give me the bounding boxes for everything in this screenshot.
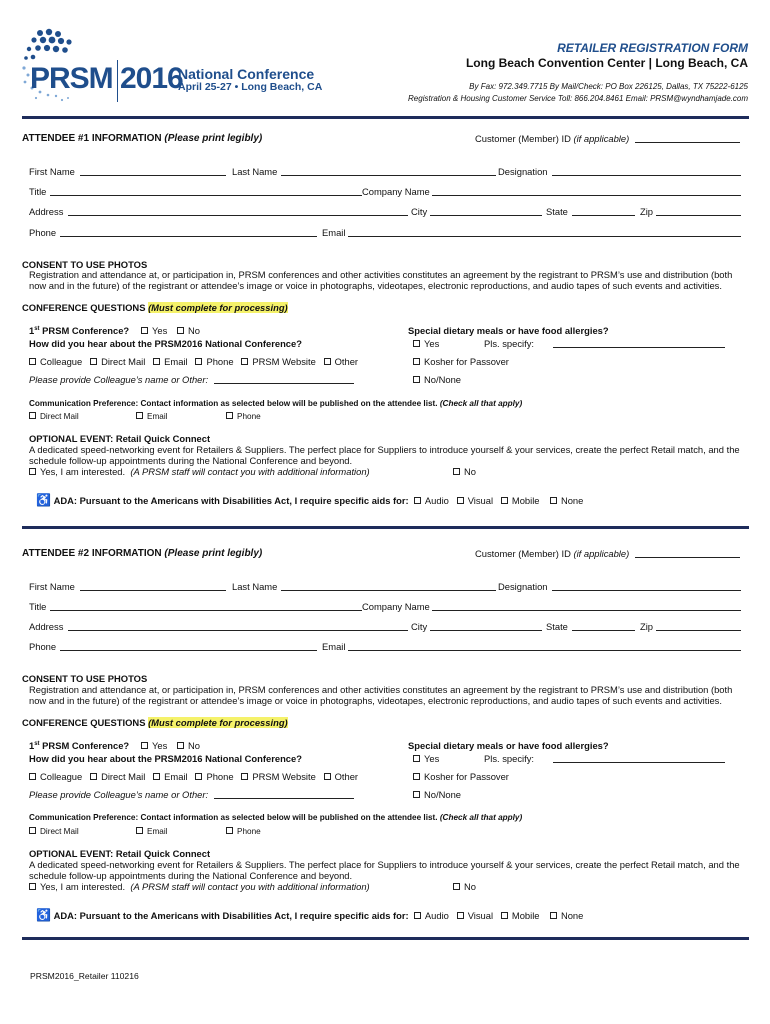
opt-other-label: Other	[334, 356, 359, 367]
first-conf-yes-option[interactable]	[141, 740, 167, 751]
no-none-option[interactable]	[413, 374, 461, 385]
attendee1-company-field[interactable]	[432, 186, 741, 196]
comm-direct-mail-option[interactable]	[29, 827, 79, 836]
comm-phone-label: Phone	[237, 412, 261, 421]
checkbox[interactable]	[550, 912, 557, 919]
optional-event-text: A dedicated speed-networking event for Retailers & Suppliers. The perfect place for Suppliers to introduce yourself & your services, create the perfect Retail match, and the schedule follow-up appointments during the National Conference and beyond.	[29, 444, 740, 466]
consent-text: Registration and attendance at, or participation in, PRSM conferences and other activities constitutes an agreement by the registrant to PRSM’s use and distribution (both now and in the future) of the registrant or attendee’s image or voice in photographs, videotapes, electronic reproductions, and audio tapes of such events and activities.	[29, 684, 733, 706]
opt-other[interactable]	[324, 771, 358, 782]
attendee1-customer-id	[475, 133, 629, 144]
attendee1-address-field[interactable]	[68, 206, 408, 216]
zip-label: Zip	[640, 621, 654, 632]
opt-website-label: PRSM Website	[252, 771, 316, 782]
opt-direct-mail-label: Direct Mail	[101, 356, 146, 367]
checkbox[interactable]	[90, 773, 97, 780]
checkbox[interactable]	[177, 742, 184, 749]
checkbox[interactable]	[413, 376, 420, 383]
ada-audio-label: Audio	[424, 495, 449, 506]
ada-none-label: None	[560, 910, 584, 921]
hear-about-question: How did you hear about the PRSM2016 National Conference?	[29, 753, 302, 764]
hear-options	[29, 356, 358, 367]
attendee1-zip-field[interactable]	[656, 206, 741, 216]
checkbox[interactable]	[141, 327, 148, 334]
questions-heading	[22, 717, 288, 728]
designation-label: Designation	[498, 166, 548, 177]
optional-yes-option[interactable]	[29, 466, 370, 477]
comm-pref	[29, 813, 522, 822]
optional-no-label: No	[464, 881, 476, 892]
comm-direct-mail-option[interactable]	[29, 412, 79, 421]
ada-visual-label: Visual	[467, 910, 494, 921]
first-conf-label: PRSM Conference?	[39, 740, 130, 751]
opt-email[interactable]	[153, 771, 187, 782]
ada-visual-option[interactable]	[457, 495, 493, 506]
ada-visual-option[interactable]	[457, 910, 493, 921]
checkbox[interactable]	[457, 912, 464, 919]
attendee1-heading	[22, 133, 262, 144]
opt-phone[interactable]	[195, 356, 233, 367]
checkbox[interactable]	[29, 468, 36, 475]
no-label: No	[188, 325, 200, 336]
optional-no-label: No	[464, 466, 476, 477]
ada-audio-option[interactable]	[414, 495, 449, 506]
first-conference-question	[29, 740, 129, 751]
ada-visual-label: Visual	[467, 495, 494, 506]
attendee1-first-name-field[interactable]	[80, 166, 226, 176]
dietary-specify-label: Pls. specify:	[484, 338, 535, 349]
section-divider	[22, 526, 749, 529]
comm-pref	[29, 399, 522, 408]
attendee2-email-field[interactable]	[348, 641, 741, 651]
address-label: Address	[29, 621, 64, 632]
ada-mobile-option[interactable]	[501, 495, 540, 506]
dietary-yes-option[interactable]	[413, 338, 439, 349]
dietary-yes-option[interactable]	[413, 753, 439, 764]
checkbox[interactable]	[501, 912, 508, 919]
attendee2-first-name-field[interactable]	[80, 581, 226, 591]
company-label: Company Name	[362, 601, 430, 612]
attendee1-phone-field[interactable]	[60, 227, 317, 237]
first-conf-sup: st	[34, 740, 40, 747]
attendee2-last-name-field[interactable]	[281, 581, 496, 591]
checkbox[interactable]	[324, 358, 331, 365]
checkbox[interactable]	[501, 497, 508, 504]
optional-event-heading: OPTIONAL EVENT: Retail Quick Connect	[29, 848, 211, 859]
ada-row	[36, 908, 583, 922]
attendee1-colleague-name-field[interactable]	[214, 374, 354, 384]
comm-pref-note: (Check all that apply)	[439, 813, 523, 822]
attendee2-zip-field[interactable]	[656, 621, 741, 631]
no-none-label: No/None	[424, 789, 462, 800]
checkbox[interactable]	[29, 773, 36, 780]
last-name-label: Last Name	[232, 581, 278, 592]
colleague-name-label: Please provide Colleague’s name or Other:	[29, 789, 209, 800]
checkbox[interactable]	[453, 883, 460, 890]
consent-heading: CONSENT TO USE PHOTOS	[22, 259, 148, 270]
zip-label: Zip	[640, 206, 654, 217]
first-conf-no-option[interactable]	[177, 740, 200, 751]
kosher-option[interactable]	[413, 771, 509, 782]
comm-phone-label: Phone	[237, 827, 261, 836]
checkbox[interactable]	[195, 358, 202, 365]
opt-direct-mail-label: Direct Mail	[101, 771, 146, 782]
attendee1-heading-text: ATTENDEE #1 INFORMATION	[22, 133, 162, 144]
wheelchair-icon: ♿	[36, 493, 51, 507]
state-label: State	[546, 206, 568, 217]
opt-direct-mail[interactable]	[90, 356, 145, 367]
checkbox[interactable]	[550, 497, 557, 504]
footer-code: PRSM2016_Retailer 110216	[30, 971, 139, 981]
attendee1-designation-field[interactable]	[552, 166, 741, 176]
attendee2-city-field[interactable]	[430, 621, 542, 631]
comm-phone-option[interactable]	[226, 412, 261, 421]
checkbox[interactable]	[29, 827, 36, 834]
first-name-label: First Name	[29, 581, 75, 592]
title-label: Title	[29, 601, 47, 612]
checkbox[interactable]	[413, 791, 420, 798]
attendee1-customer-id-field[interactable]	[635, 133, 740, 143]
checkbox[interactable]	[177, 327, 184, 334]
first-conf-number: 1	[29, 325, 35, 336]
checkbox[interactable]	[90, 358, 97, 365]
checkbox[interactable]	[413, 773, 420, 780]
checkbox[interactable]	[453, 468, 460, 475]
dietary-yes-label: Yes	[424, 338, 440, 349]
checkbox[interactable]	[226, 827, 233, 834]
opt-website[interactable]	[241, 771, 315, 782]
opt-phone-label: Phone	[206, 356, 234, 367]
attendee1-title-field[interactable]	[50, 186, 362, 196]
comm-pref-note: (Check all that apply)	[439, 399, 523, 408]
no-none-label: No/None	[424, 374, 462, 385]
optional-yes-label: Yes, I am interested.	[40, 881, 126, 892]
checkbox[interactable]	[414, 912, 421, 919]
ada-none-option[interactable]	[550, 495, 583, 506]
company-label: Company Name	[362, 186, 430, 197]
first-conf-yes-option[interactable]	[141, 325, 167, 336]
contact-line-1: By Fax: 972.349.7715 By Mail/Check: PO Box 226125, Dallas, TX 75222-6125	[469, 82, 748, 91]
dietary-specify-label: Pls. specify:	[484, 753, 535, 764]
attendee1-heading-note: (Please print legibly)	[164, 133, 263, 144]
attendee2-phone-field[interactable]	[60, 641, 317, 651]
attendee2-state-field[interactable]	[572, 621, 635, 631]
kosher-label: Kosher for Passover	[424, 771, 509, 782]
phone-label: Phone	[29, 227, 57, 238]
optional-event-text: A dedicated speed-networking event for Retailers & Suppliers. The perfect place for Suppliers to introduce yourself & your services, create the perfect Retail match, and the schedule follow-up appointments during the National Conference and beyond.	[29, 859, 740, 881]
checkbox[interactable]	[324, 773, 331, 780]
opt-email-label: Email	[164, 771, 188, 782]
optional-yes-label: Yes, I am interested.	[40, 466, 126, 477]
ada-mobile-option[interactable]	[501, 910, 540, 921]
comm-pref-text: Communication Preference: Contact information as selected below will be published on the attendee list.	[29, 813, 438, 822]
customer-id-label: Customer (Member) ID	[475, 133, 571, 144]
attendee1-city-field[interactable]	[430, 206, 542, 216]
checkbox[interactable]	[29, 883, 36, 890]
attendee1-last-name-field[interactable]	[281, 166, 496, 176]
attendee2-colleague-name-field[interactable]	[214, 789, 354, 799]
checkbox[interactable]	[153, 358, 160, 365]
checkbox[interactable]	[241, 773, 248, 780]
logo-year-text: 2016	[120, 62, 183, 95]
opt-direct-mail[interactable]	[90, 771, 145, 782]
city-label: City	[411, 621, 428, 632]
no-label: No	[188, 740, 200, 751]
opt-website-label: PRSM Website	[252, 356, 316, 367]
colleague-name-label: Please provide Colleague’s name or Other:	[29, 374, 209, 385]
optional-no-option[interactable]	[453, 466, 476, 477]
yes-label: Yes	[152, 740, 168, 751]
opt-email[interactable]	[153, 356, 187, 367]
first-conf-number: 1	[29, 740, 35, 751]
comm-email-label: Email	[147, 827, 168, 836]
wheelchair-icon: ♿	[36, 908, 51, 922]
no-none-option[interactable]	[413, 789, 461, 800]
attendee1-state-field[interactable]	[572, 206, 635, 216]
attendee1-dietary-specify-field[interactable]	[553, 338, 725, 348]
attendee2-heading-note: (Please print legibly)	[164, 548, 263, 559]
consent-heading: CONSENT TO USE PHOTOS	[22, 673, 148, 684]
ada-label: ADA: Pursuant to the Americans with Disabilities Act, I require specific aids for:	[53, 495, 409, 506]
kosher-label: Kosher for Passover	[424, 356, 509, 367]
yes-label: Yes	[152, 325, 168, 336]
checkbox[interactable]	[29, 412, 36, 419]
ada-audio-label: Audio	[424, 910, 449, 921]
dietary-question: Special dietary meals or have food allergies?	[408, 740, 609, 751]
ada-none-option[interactable]	[550, 910, 583, 921]
optional-yes-option[interactable]	[29, 881, 370, 892]
comm-phone-option[interactable]	[226, 827, 261, 836]
questions-heading-text: CONFERENCE QUESTIONS	[22, 302, 146, 313]
footer-divider	[22, 937, 749, 940]
checkbox[interactable]	[136, 827, 143, 834]
questions-heading-note: (Must complete for processing)	[148, 302, 288, 313]
dietary-question: Special dietary meals or have food allergies?	[408, 325, 609, 336]
customer-id-note: (if applicable)	[573, 133, 630, 144]
optional-yes-note: (A PRSM staff will contact you with additional information)	[130, 466, 370, 477]
designation-label: Designation	[498, 581, 548, 592]
phone-label: Phone	[29, 641, 57, 652]
attendee2-title-field[interactable]	[50, 601, 362, 611]
opt-email-label: Email	[164, 356, 188, 367]
last-name-label: Last Name	[232, 166, 278, 177]
opt-other[interactable]	[324, 356, 358, 367]
title-label: Title	[29, 186, 47, 197]
attendee2-customer-id	[475, 548, 629, 559]
ada-none-label: None	[560, 495, 584, 506]
logo-divider	[117, 60, 118, 102]
checkbox[interactable]	[136, 412, 143, 419]
opt-website[interactable]	[241, 356, 315, 367]
checkbox[interactable]	[226, 412, 233, 419]
ada-audio-option[interactable]	[414, 910, 449, 921]
checkbox[interactable]	[241, 358, 248, 365]
attendee2-heading-text: ATTENDEE #2 INFORMATION	[22, 548, 162, 559]
consent-text: Registration and attendance at, or participation in, PRSM conferences and other activities constitutes an agreement by the registrant to PRSM’s use and distribution (both now and in the future) of the registrant or attendee’s image or voice in photographs, videotapes, electronic reproductions, and audio tapes of such events and activities.	[29, 269, 733, 291]
checkbox[interactable]	[457, 497, 464, 504]
checkbox[interactable]	[195, 773, 202, 780]
checkbox[interactable]	[414, 497, 421, 504]
logo-prsm-text: PRSM	[30, 62, 113, 95]
attendee2-company-field[interactable]	[432, 601, 741, 611]
email-label: Email	[322, 227, 346, 238]
comm-direct-mail-label: Direct Mail	[40, 827, 79, 836]
venue-title: Long Beach Convention Center | Long Beach, CA	[465, 56, 748, 70]
checkbox[interactable]	[141, 742, 148, 749]
attendee2-designation-field[interactable]	[552, 581, 741, 591]
first-conf-no-option[interactable]	[177, 325, 200, 336]
questions-heading	[22, 302, 288, 313]
first-conf-label: PRSM Conference?	[39, 325, 130, 336]
comm-pref-text: Communication Preference: Contact information as selected below will be published on the attendee list.	[29, 399, 438, 408]
attendee1-email-field[interactable]	[348, 227, 741, 237]
city-label: City	[411, 206, 428, 217]
attendee2-address-field[interactable]	[68, 621, 408, 631]
logo-dates-text: April 25-27 • Long Beach, CA	[178, 81, 323, 93]
opt-colleague-label: Colleague	[40, 771, 83, 782]
ada-mobile-label: Mobile	[511, 495, 540, 506]
email-label: Email	[322, 641, 346, 652]
attendee2-dietary-specify-field[interactable]	[553, 753, 725, 763]
dietary-yes-label: Yes	[424, 753, 440, 764]
customer-id-label: Customer (Member) ID	[475, 548, 571, 559]
comm-direct-mail-label: Direct Mail	[40, 412, 79, 421]
kosher-option[interactable]	[413, 356, 509, 367]
contact-line-2: Registration & Housing Customer Service Toll: 866.204.8461 Email: PRSM@wyndhamjade.com	[408, 94, 748, 103]
questions-heading-note: (Must complete for processing)	[148, 717, 288, 728]
attendee2-customer-id-field[interactable]	[635, 548, 740, 558]
checkbox[interactable]	[413, 755, 420, 762]
hear-about-question: How did you hear about the PRSM2016 National Conference?	[29, 338, 302, 349]
form-title: RETAILER REGISTRATION FORM	[557, 41, 748, 55]
checkbox[interactable]	[413, 340, 420, 347]
state-label: State	[546, 621, 568, 632]
opt-phone[interactable]	[195, 771, 233, 782]
comm-email-option[interactable]	[136, 827, 167, 836]
opt-other-label: Other	[334, 771, 359, 782]
checkbox[interactable]	[413, 358, 420, 365]
attendee2-heading	[22, 548, 262, 559]
comm-email-option[interactable]	[136, 412, 167, 421]
first-conf-sup: st	[34, 325, 40, 332]
address-label: Address	[29, 206, 64, 217]
checkbox[interactable]	[153, 773, 160, 780]
ada-row	[36, 493, 583, 507]
checkbox[interactable]	[29, 358, 36, 365]
opt-colleague-label: Colleague	[40, 356, 83, 367]
comm-email-label: Email	[147, 412, 168, 421]
ada-label: ADA: Pursuant to the Americans with Disabilities Act, I require specific aids for:	[53, 910, 409, 921]
optional-yes-note: (A PRSM staff will contact you with additional information)	[130, 881, 370, 892]
first-name-label: First Name	[29, 166, 75, 177]
questions-heading-text: CONFERENCE QUESTIONS	[22, 717, 146, 728]
optional-no-option[interactable]	[453, 881, 476, 892]
customer-id-note: (if applicable)	[573, 548, 630, 559]
logo-conference-text: National Conference	[178, 66, 315, 82]
opt-phone-label: Phone	[206, 771, 234, 782]
first-conference-question	[29, 325, 129, 336]
opt-colleague[interactable]	[29, 771, 82, 782]
opt-colleague[interactable]	[29, 356, 82, 367]
hear-options	[29, 771, 358, 782]
ada-mobile-label: Mobile	[511, 910, 540, 921]
header-divider	[22, 116, 749, 119]
optional-event-heading: OPTIONAL EVENT: Retail Quick Connect	[29, 433, 211, 444]
